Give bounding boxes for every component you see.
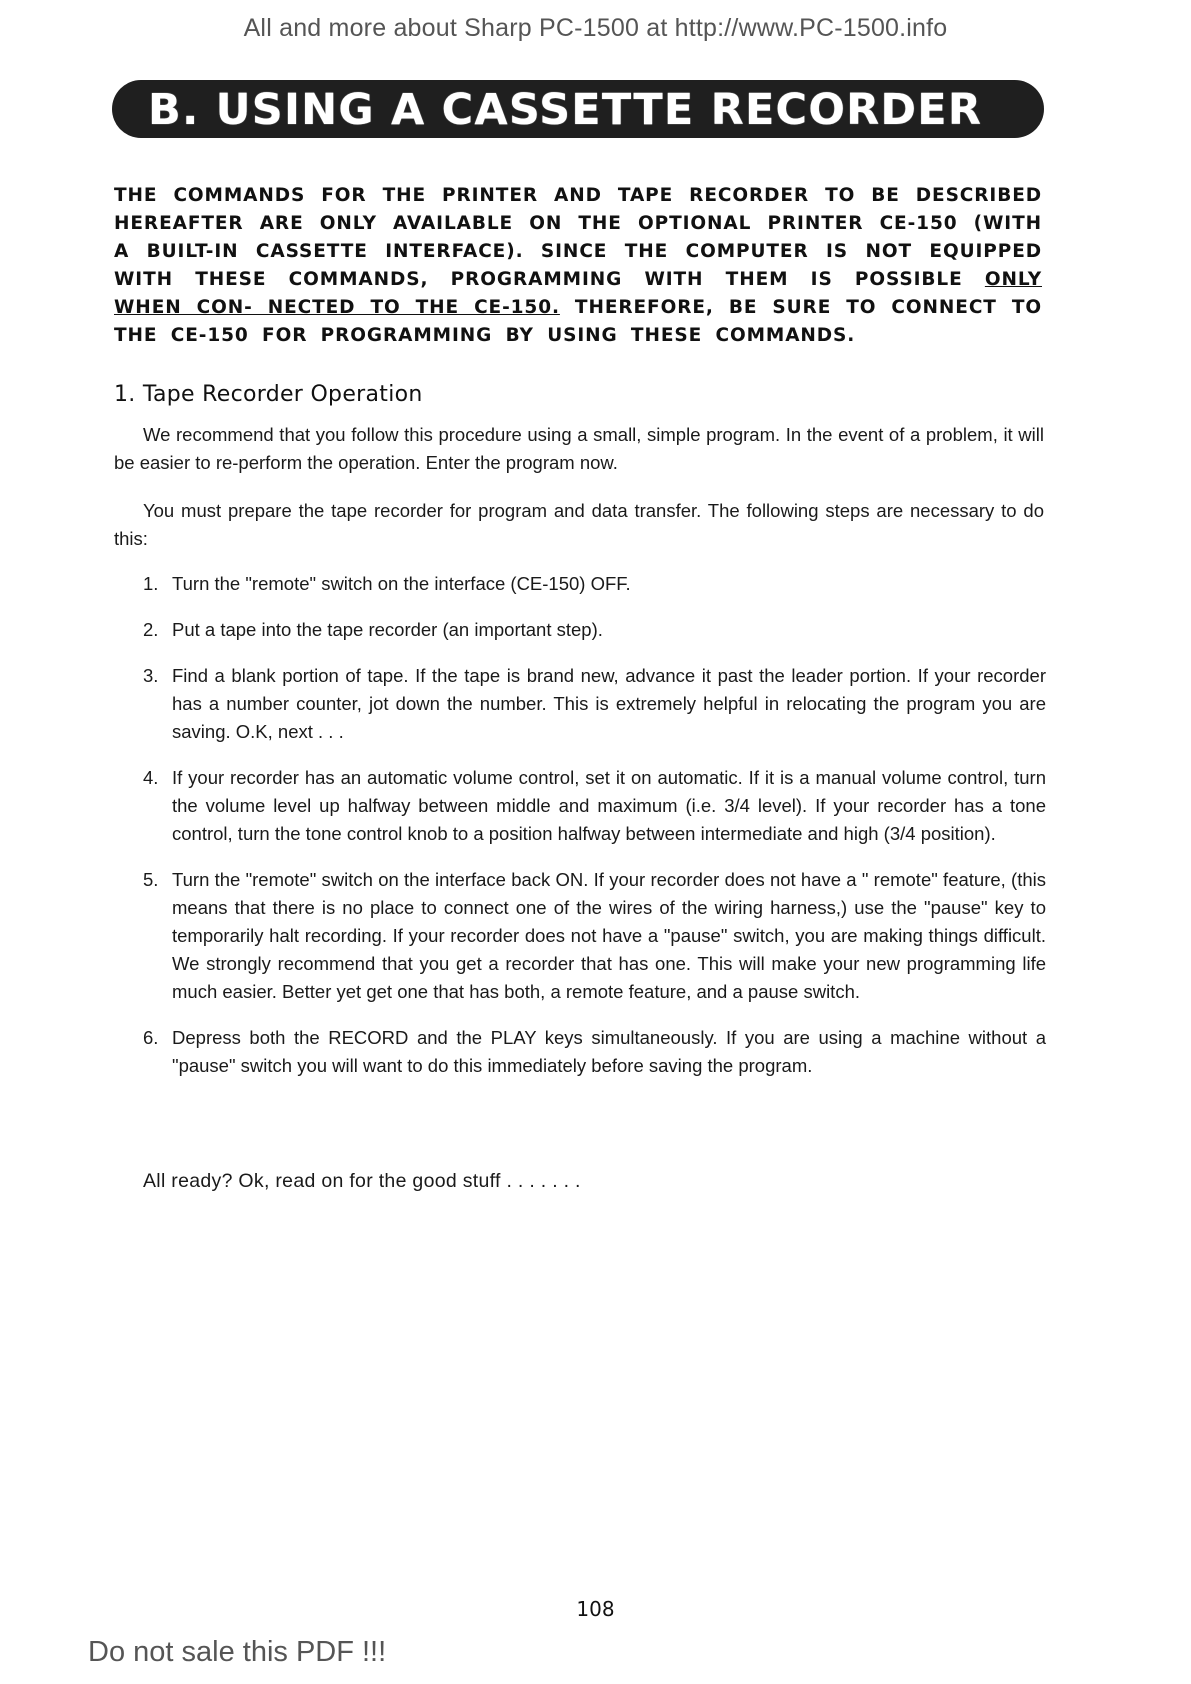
title-banner [112, 80, 1044, 138]
step-text: Put a tape into the tape recorder (an important step). [172, 619, 603, 640]
step-text: Find a blank portion of tape. If the tape is brand new, advance it past the leader portion. If your recorder has a number counter, jot down the number. This is extremely helpful in relocating the program you are saving. O.K, next . . . [172, 665, 1046, 742]
steps-list [114, 570, 1046, 1098]
step-item [114, 570, 1046, 598]
section-heading: 1. Tape Recorder Operation [114, 382, 423, 407]
step-number: 2. [143, 619, 159, 640]
intro-text-part1: THE COMMANDS FOR THE PRINTER AND TAPE RECORDER TO BE DESCRIBED HEREAFTER ARE ONLY AVAILABLE ON THE OPTIONAL PRINTER CE-150 (WITH A BUILT-IN CASSETTE INTERFACE). SINCE THE COMPUTER IS NOT EQUIPPED WITH THESE COMMANDS, PROGRAMMING WITH THEM IS POSSIBLE [114, 185, 1042, 290]
step-item [114, 616, 1046, 644]
closing-line: All ready? Ok, read on for the good stuff . . . . . . . [143, 1170, 581, 1192]
step-number: 6. [143, 1027, 159, 1048]
step-text: Turn the "remote" switch on the interface back ON. If your recorder does not have a " remote" feature, (this means that there is no place to connect one of the wires of the wiring harness,) use the "pause" key to temporarily halt recording. If your recorder does not have a "pause" switch, you are making things difficult. We strongly recommend that you get a recorder that has one. This will make your new programming life much easier. Better yet get one that has both, a remote feature, and a pause switch. [172, 869, 1046, 1002]
step-text: Turn the "remote" switch on the interface (CE-150) OFF. [172, 573, 631, 594]
footer-note: Do not sale this PDF !!! [88, 1636, 387, 1668]
step-number: 1. [143, 573, 159, 594]
step-item [114, 866, 1046, 1006]
step-number: 5. [143, 869, 159, 890]
page-number: 108 [576, 1597, 615, 1621]
intro-text-part2: THEREFORE, BE SURE TO CONNECT TO THE CE-150 FOR PROGRAMMING BY USING THESE COMMANDS. [114, 297, 1042, 346]
intro-paragraph [114, 182, 1042, 350]
step-number: 4. [143, 767, 159, 788]
step-text: If your recorder has an automatic volume control, set it on automatic. If it is a manual volume control, turn the volume level up halfway between middle and maximum (i.e. 3/4 level). If your recorder has a tone control, turn the tone control knob to a position halfway between intermediate and high (3/4 position). [172, 767, 1046, 844]
step-number: 3. [143, 665, 159, 686]
header-url: All and more about Sharp PC-1500 at http://www.PC-1500.info [243, 14, 948, 42]
paragraph-recommendation: We recommend that you follow this procedure using a small, simple program. In the event of a problem, it will be easier to re-perform the operation. Enter the program now. [114, 424, 1044, 473]
paragraph-preparation: You must prepare the tape recorder for program and data transfer. The following steps are necessary to do this: [114, 500, 1044, 549]
step-item [114, 662, 1046, 746]
intro-underlined-text: ONLY WHEN CON- NECTED TO THE CE-150. [114, 269, 1042, 318]
page-title: B. USING A CASSETTE RECORDER [148, 85, 983, 135]
step-text: Depress both the RECORD and the PLAY keys simultaneously. If you are using a machine without a "pause" switch you will want to do this immediately before saving the program. [172, 1027, 1046, 1076]
step-item [114, 764, 1046, 848]
step-item [114, 1024, 1046, 1080]
